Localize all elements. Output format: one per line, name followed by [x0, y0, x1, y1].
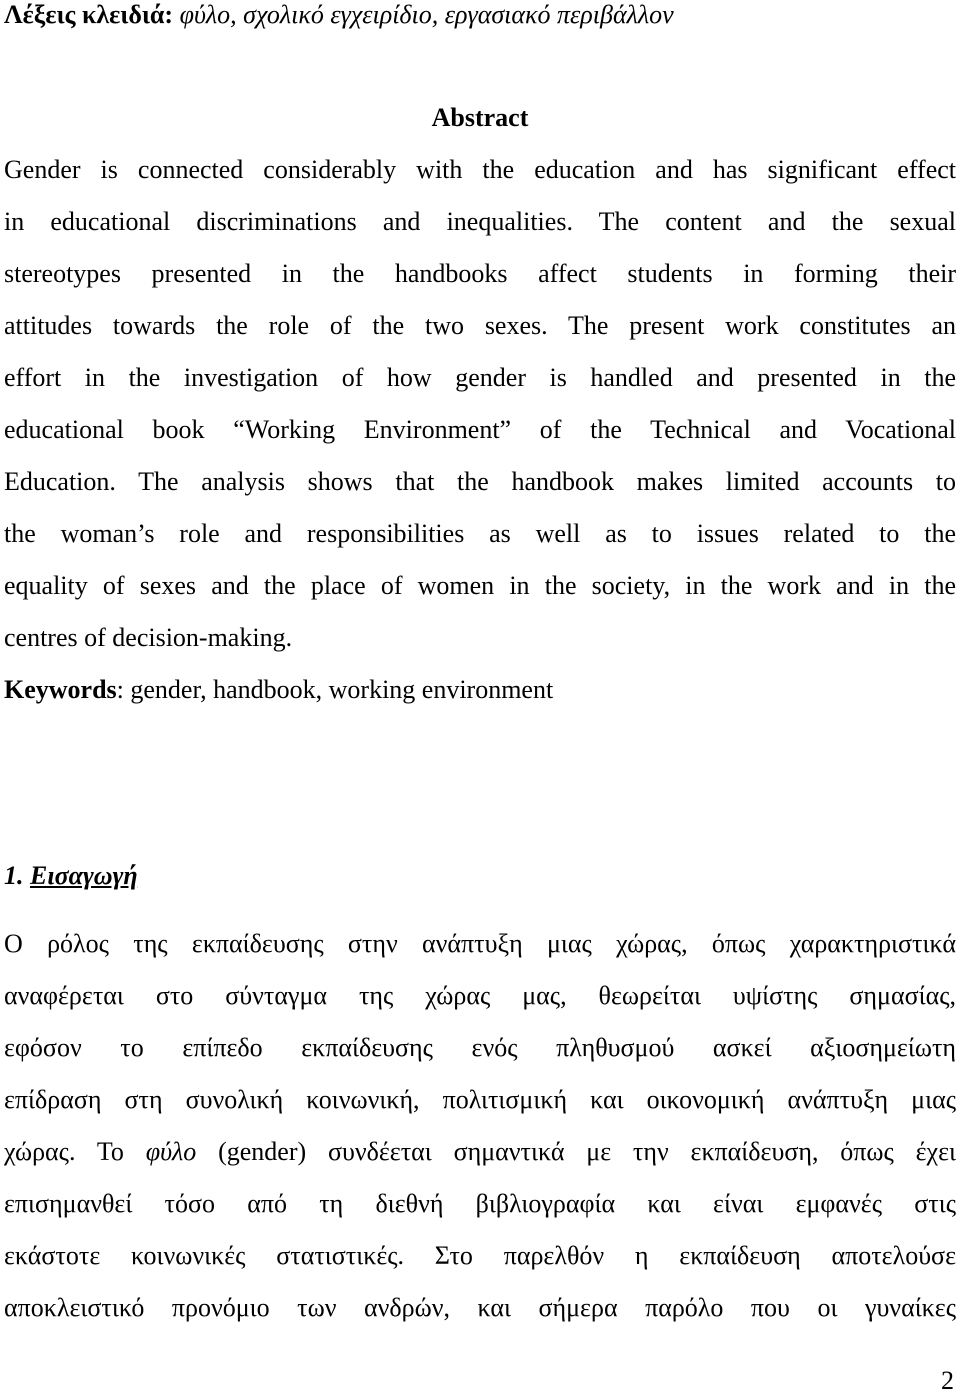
body-line: [4, 1137, 956, 1167]
term-phylo: φύλο: [145, 1137, 197, 1166]
body-line: εφόσον το επίπεδο εκπαίδευσης ενός πληθυσμού ασκεί αξιοσημείωτη: [4, 1033, 956, 1062]
body-line: αναφέρεται στο σύνταγμα της χώρας μας, θεωρείται υψίστης σημασίας,: [4, 981, 956, 1010]
body-line: επισημανθεί τόσο από τη διεθνή βιβλιογραφία και είναι εμφανές στις: [4, 1189, 956, 1218]
abstract-line: Education. The analysis shows that the handbook makes limited accounts to: [4, 467, 956, 496]
abstract-line: equality of sexes and the place of women in the society, in the work and in the: [4, 571, 956, 600]
keywords-line: [4, 675, 956, 705]
greek-keywords-line: [4, 0, 956, 30]
abstract-line: stereotypes presented in the handbooks affect students in forming their: [4, 259, 956, 288]
abstract-heading: Abstract: [431, 103, 529, 132]
abstract-line: Gender is connected considerably with the education and has significant effect: [4, 155, 956, 184]
body-line: Ο ρόλος της εκπαίδευσης στην ανάπτυξη μιας χώρας, όπως χαρακτηριστικά: [4, 929, 956, 958]
abstract-line: effort in the investigation of how gender is handled and presented in the: [4, 363, 956, 392]
page-number: 2: [941, 1366, 954, 1395]
body-line: εκάστοτε κοινωνικές στατιστικές. Στο παρελθόν η εκπαίδευση αποτελούσε: [4, 1241, 956, 1270]
body-line: επίδραση στη συνολική κοινωνική, πολιτισμική και οικονομική ανάπτυξη μιας: [4, 1085, 956, 1114]
greek-keywords-terms: φύλο, σχολικό εγχειρίδιο, εργασιακό περιβάλλον: [173, 0, 674, 29]
section-title: Εισαγωγή: [30, 861, 138, 890]
keywords-label: Keywords: [4, 675, 117, 704]
body-text: (gender) συνδέεται σημαντικά με την εκπαίδευση, όπως έχει: [196, 1137, 956, 1166]
abstract-line: centres of decision-making.: [4, 623, 293, 652]
keywords-terms: : gender, handbook, working environment: [116, 675, 554, 704]
abstract-line: the woman’s role and responsibilities as well as to issues related to the: [4, 519, 956, 548]
body-line: αποκλειστικό προνόμιο των ανδρών, και σήμερα παρόλο που οι γυναίκες: [4, 1293, 956, 1322]
greek-keywords-label: Λέξεις κλειδιά:: [4, 0, 174, 29]
body-text: χώρας. Το: [4, 1137, 146, 1166]
abstract-line: in educational discriminations and inequalities. The content and the sexual: [4, 207, 956, 236]
abstract-line: educational book “Working Environment” of the Technical and Vocational: [4, 415, 956, 444]
section-number: 1.: [4, 861, 30, 890]
abstract-line: attitudes towards the role of the two sexes. The present work constitutes an: [4, 311, 956, 340]
section-heading: [4, 861, 956, 891]
